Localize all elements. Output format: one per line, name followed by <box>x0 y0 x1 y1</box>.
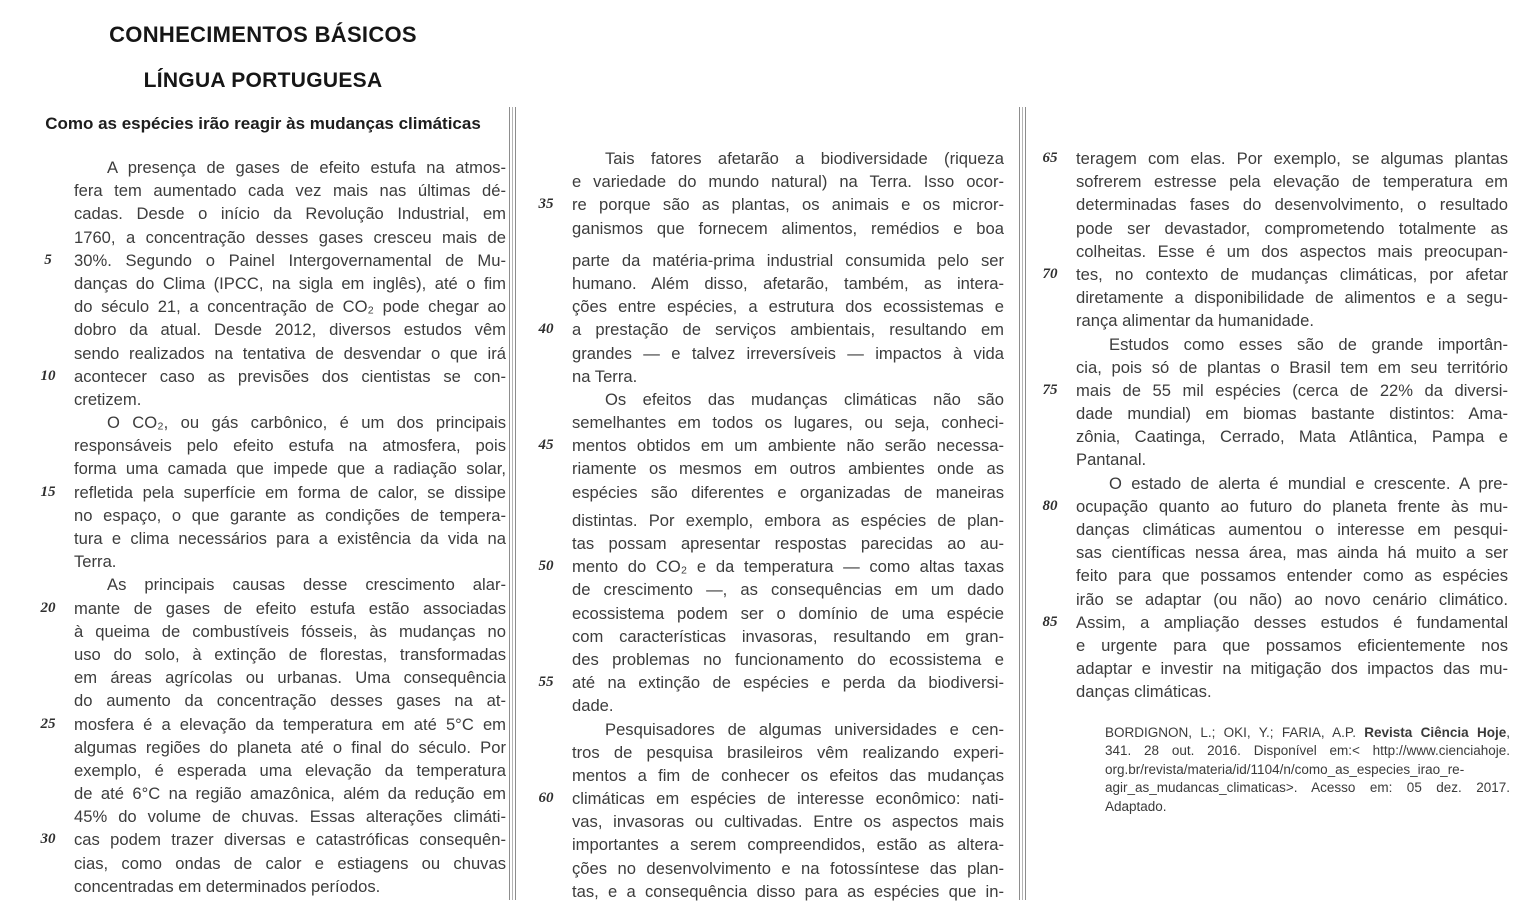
text-line-content: cas podem trazer diversas e catastróficas consequên- <box>74 830 506 850</box>
line-number <box>528 578 564 601</box>
line-number <box>30 550 66 573</box>
text-line-content: colheitas. Esse é um dos aspectos mais preocupan- <box>1076 241 1508 261</box>
text-line <box>30 202 506 225</box>
line-number: 45 <box>538 437 554 454</box>
text-line <box>30 434 506 457</box>
text-line <box>1032 448 1508 471</box>
text-line <box>528 272 1004 295</box>
line-number <box>30 411 66 434</box>
text-line-content: des problemas no funcionamento do ecossistema e <box>572 649 1004 669</box>
text-line-content: em áreas agrícolas ou urbanas. Uma consequência <box>74 668 506 688</box>
line-number <box>528 880 564 903</box>
line-number <box>528 170 564 193</box>
line-number <box>30 295 66 318</box>
text-line <box>1032 356 1508 379</box>
text-line-content: vas, invasoras ou cultivadas. Entre os aspectos mais <box>572 812 1004 832</box>
text-line <box>30 295 506 318</box>
text-line-content: tas possam apresentar respostas parecidas ao au- <box>572 534 1004 553</box>
line-number <box>528 481 564 504</box>
line-number <box>30 434 66 457</box>
text-line-content: feito para que possamos entender como as espécies <box>1076 566 1508 586</box>
text-line-content: na Terra. <box>572 366 638 386</box>
text-line <box>528 147 1004 170</box>
text-line <box>30 527 506 550</box>
line-number <box>528 648 564 671</box>
text-line <box>1032 634 1508 657</box>
line-number <box>30 179 66 202</box>
text-line <box>528 388 1004 411</box>
text-line <box>528 764 1004 787</box>
text-line-content: tros de pesquisa brasileiros vêm realizando experi- <box>572 742 1004 762</box>
line-number: 75 <box>1042 381 1058 398</box>
text-line <box>528 509 1004 532</box>
text-line <box>1032 472 1508 495</box>
line-number <box>528 272 564 295</box>
line-number <box>528 365 564 388</box>
line-number: 20 <box>40 599 56 616</box>
line-number <box>1032 472 1068 495</box>
line-number <box>528 764 564 787</box>
text-line-content: uso do solo, à extinção de florestas, transformadas <box>74 644 506 664</box>
text-line-content: sofrerem estresse pela elevação de temperatura em <box>1076 172 1508 192</box>
text-line-content: dobro da atual. Desde 2012, diversos estudos vêm <box>74 320 506 340</box>
text-line-content: O CO₂, ou gás carbônico, é um dos principais <box>107 413 506 433</box>
line-number <box>1032 170 1068 193</box>
text-line-content: ocupação quanto ao futuro do planeta frente às mu- <box>1076 496 1508 516</box>
line-number <box>1032 564 1068 587</box>
line-number: 80 <box>1042 497 1058 514</box>
text-line <box>30 550 506 573</box>
section-title: CONHECIMENTOS BÁSICOS <box>109 22 417 47</box>
line-number: 70 <box>1042 265 1058 282</box>
text-line-content: do século 21, a concentração de CO₂ pode chegar ao <box>74 297 506 317</box>
text-line <box>1032 379 1508 402</box>
text-line-content: climáticas em espécies de interesse econômico: nati- <box>572 789 1004 809</box>
text-line-content: ções entre espécies, a estrutura dos ecossistemas e <box>572 297 1004 317</box>
text-line-content: até na extinção de espécies e perda da biodiversi- <box>572 673 1004 693</box>
text-line-content: Os efeitos das mudanças climáticas não são <box>605 389 1004 409</box>
line-number <box>30 318 66 341</box>
text-line-content: com características invasoras, resultando em gran- <box>572 626 1004 646</box>
text-line-content: e urgente para que possamos eficientemente nos <box>1076 635 1508 655</box>
line-number <box>528 810 564 833</box>
text-line-content: sas científicas nessa área, mas ainda há muito a ser <box>1076 543 1508 563</box>
line-number <box>30 226 66 249</box>
text-line-content: grandes — e talvez irreversíveis — impactos à vida <box>572 343 1004 363</box>
text-line-content: ganismos que fornecem alimentos, remédios e boa <box>572 218 1004 238</box>
line-number: 30 <box>40 831 56 848</box>
text-line <box>1032 588 1508 611</box>
line-number <box>1032 217 1068 240</box>
line-number <box>1032 356 1068 379</box>
text-line <box>528 457 1004 480</box>
text-line <box>528 342 1004 365</box>
line-number <box>30 620 66 643</box>
line-number <box>1032 240 1068 263</box>
line-number <box>30 782 66 805</box>
citation-line: org.br/revista/materia/id/1104/n/como_as_especies_irao_re- <box>1105 761 1465 777</box>
line-number <box>1032 333 1068 356</box>
text-line-content: 45% do volume de chuvas. Essas alterações climáti- <box>74 807 506 827</box>
line-number <box>528 833 564 856</box>
line-number: 5 <box>44 251 52 268</box>
text-line <box>1032 286 1508 309</box>
text-line <box>1032 564 1508 587</box>
line-number: 65 <box>1042 150 1058 166</box>
text-line <box>528 787 1004 810</box>
text-line-content: danças climáticas aumentou o interesse em pesqui- <box>1076 520 1508 539</box>
line-number: 40 <box>538 321 554 338</box>
text-line <box>30 156 506 179</box>
text-line <box>30 318 506 341</box>
line-number <box>528 295 564 318</box>
text-line-content: Pantanal. <box>1076 450 1147 470</box>
citation-authors: BORDIGNON, L.; OKI, Y.; FARIA, A.P. <box>1105 725 1365 740</box>
text-line <box>30 828 506 851</box>
text-line <box>30 597 506 620</box>
text-line-content: danças climáticas. <box>1076 682 1212 702</box>
text-line-content: Estudos como esses são de grande importân- <box>1109 334 1508 354</box>
line-number <box>1032 680 1068 703</box>
text-line <box>30 457 506 480</box>
text-line-content: tura e clima necessários para a existência da vida na <box>74 529 506 548</box>
text-line <box>30 504 506 527</box>
reading-text-title: Como as espécies irão reagir às mudanças climáticas <box>45 114 481 133</box>
text-line <box>30 388 506 411</box>
text-line-content: do aumento da concentração desses gases na at- <box>74 691 506 711</box>
line-number <box>1032 425 1068 448</box>
text-line <box>528 193 1004 216</box>
text-line-content: ecossistema podem ser o domínio de uma espécie <box>572 603 1004 623</box>
line-number: 15 <box>40 483 56 500</box>
text-line-content: 30%. Segundo o Painel Intergovernamental de Mu- <box>74 250 506 270</box>
text-line-content: mosfera é a elevação da temperatura em até 5°C em <box>74 714 506 734</box>
text-line-content: parte da matéria-prima industrial consumida pelo ser <box>572 250 1004 270</box>
line-number <box>528 602 564 625</box>
line-number <box>528 532 564 555</box>
citation-line <box>1105 724 1510 742</box>
text-line <box>30 782 506 805</box>
text-line-content: pode ser devastador, comprometendo totalmente as <box>1076 218 1508 238</box>
text-line <box>528 411 1004 434</box>
line-number <box>528 249 564 272</box>
text-line <box>528 602 1004 625</box>
line-number <box>30 457 66 480</box>
line-number <box>30 156 66 179</box>
text-line <box>528 578 1004 601</box>
text-line-content: 1760, a concentração desses gases cresceu mais de <box>74 227 506 247</box>
line-number <box>528 625 564 648</box>
text-line-content: mais de 55 mil espécies (cerca de 22% da diversi- <box>1076 380 1508 400</box>
citation-line: Adaptado. <box>1105 798 1167 814</box>
citation-line: 341. 28 out. 2016. Disponível em:< http://www.cienciahoje. <box>1105 743 1510 759</box>
text-line-content: acontecer caso as previsões dos cientistas se con- <box>74 366 506 386</box>
line-number <box>1032 657 1068 680</box>
text-line-content: no espaço, o que garante as condições de tempera- <box>74 505 506 525</box>
text-line <box>528 880 1004 903</box>
text-line <box>30 226 506 249</box>
text-line <box>30 666 506 689</box>
text-line <box>1032 217 1508 240</box>
text-line <box>528 532 1004 555</box>
text-column-1 <box>30 156 506 898</box>
text-line-content: zônia, Caatinga, Cerrado, Mata Atlântica, Pampa e <box>1076 427 1508 447</box>
text-line <box>1032 240 1508 263</box>
text-line-content: algumas regiões do planeta até o final do século. Por <box>74 737 506 757</box>
subject-title: LÍNGUA PORTUGUESA <box>143 69 383 92</box>
text-line <box>30 342 506 365</box>
line-number <box>1032 193 1068 216</box>
text-line <box>30 411 506 434</box>
text-line <box>1032 680 1508 703</box>
text-line <box>528 217 1004 240</box>
text-line-content: exemplo, é esperada uma elevação da temperatura <box>74 760 506 780</box>
text-line <box>528 810 1004 833</box>
line-number: 50 <box>538 558 554 575</box>
text-column-3 <box>1032 147 1508 704</box>
line-number <box>1032 402 1068 425</box>
text-line-content: dade mundial) em biomas bastante distintos: Ama- <box>1076 404 1508 424</box>
text-line-content: adaptar e investir na mitigação dos impactos das mu- <box>1076 659 1508 679</box>
text-line <box>528 318 1004 341</box>
text-line-content: irão se adaptar (ou não) ao novo cenário climático. <box>1076 589 1508 609</box>
line-number <box>528 217 564 240</box>
line-number <box>30 527 66 550</box>
text-line <box>30 272 506 295</box>
line-number <box>1032 309 1068 332</box>
text-line <box>1032 193 1508 216</box>
text-line-content: determinadas fases do desenvolvimento, o resultado <box>1076 195 1508 215</box>
line-number <box>30 342 66 365</box>
text-line <box>528 434 1004 457</box>
text-line-content: cias, como ondas de calor e estiagens ou chuvas <box>74 853 506 873</box>
text-line-content: sendo realizados na tentativa de desvendar o que irá <box>74 343 506 363</box>
citation-text: , <box>1506 725 1510 740</box>
line-number: 35 <box>538 196 554 213</box>
text-line <box>528 671 1004 694</box>
text-line-content: Pesquisadores de algumas universidades e cen- <box>605 719 1004 739</box>
line-number <box>528 388 564 411</box>
line-number <box>1032 448 1068 471</box>
text-line <box>528 555 1004 578</box>
text-line-content: rança alimentar da humanidade. <box>1076 311 1314 331</box>
line-number: 55 <box>538 674 554 691</box>
text-line-content: riamente os mesmos em outros ambientes onde as <box>572 459 1004 479</box>
text-line-content: forma uma camada que impede que a radiação solar, <box>74 459 506 479</box>
text-line <box>30 759 506 782</box>
text-line <box>30 736 506 759</box>
line-number <box>528 411 564 434</box>
source-citation <box>1105 724 1510 816</box>
line-number <box>528 147 564 170</box>
text-line <box>528 365 1004 388</box>
line-number <box>1032 286 1068 309</box>
text-line-content: re porque são as plantas, os animais e os micror- <box>572 195 1004 215</box>
text-line <box>528 857 1004 880</box>
text-line <box>30 179 506 202</box>
line-number <box>528 857 564 880</box>
line-number <box>30 852 66 875</box>
text-line <box>1032 147 1508 170</box>
line-number <box>30 504 66 527</box>
text-line-content: semelhantes em todos os lugares, ou seja, conheci- <box>572 413 1004 433</box>
citation-line: agir_as_mudancas_climaticas>. Acesso em: 05 dez. 2017. <box>1105 780 1510 796</box>
line-number <box>30 202 66 225</box>
line-number <box>30 689 66 712</box>
line-number <box>1032 541 1068 564</box>
text-line-content: de crescimento —, as consequências em um dado <box>572 580 1004 600</box>
text-line <box>1032 657 1508 680</box>
line-number <box>30 643 66 666</box>
text-line-content: dade. <box>572 696 614 716</box>
text-line <box>528 625 1004 648</box>
text-line <box>1032 611 1508 634</box>
text-line-content: ções no desenvolvimento e na fotossíntese das plan- <box>572 858 1004 878</box>
line-number <box>30 805 66 828</box>
text-line <box>30 365 506 388</box>
text-line-content: danças do Clima (IPCC, na sigla em inglês), até o fim <box>74 273 506 293</box>
text-line-content: O estado de alerta é mundial e crescente. A pre- <box>1109 473 1508 493</box>
text-line <box>528 694 1004 717</box>
line-number <box>528 509 564 532</box>
line-number <box>528 741 564 764</box>
line-number <box>1032 588 1068 611</box>
text-line-content: humano. Além disso, afetarão, também, as intera- <box>572 273 1004 293</box>
text-line-content: mento do CO₂ e da temperatura — como altas taxas <box>572 557 1004 577</box>
text-line-content: Tais fatores afetarão a biodiversidade (riqueza <box>605 149 1004 168</box>
text-line-content: cadas. Desde o início da Revolução Industrial, em <box>74 204 506 224</box>
text-line <box>30 573 506 596</box>
text-line <box>1032 170 1508 193</box>
text-column-2 <box>528 147 1004 903</box>
line-number <box>30 666 66 689</box>
text-line <box>30 249 506 272</box>
text-line-content: As principais causas desse crescimento alar- <box>107 575 506 595</box>
text-line-content: responsáveis pelo efeito estufa na atmosfera, pois <box>74 436 506 456</box>
text-line <box>30 689 506 712</box>
text-line <box>30 852 506 875</box>
line-number <box>30 388 66 411</box>
text-line <box>30 713 506 736</box>
text-line <box>528 481 1004 504</box>
line-number <box>30 736 66 759</box>
text-line <box>528 648 1004 671</box>
text-line-content: à queima de combustíveis fósseis, às mudanças no <box>74 621 506 641</box>
text-line-content: Terra. <box>74 552 117 572</box>
text-line <box>1032 333 1508 356</box>
text-line <box>528 741 1004 764</box>
text-line <box>1032 263 1508 286</box>
text-line-content: mentos a fim de conhecer os efeitos das mudanças <box>572 765 1004 785</box>
text-line <box>30 481 506 504</box>
text-line <box>1032 402 1508 425</box>
line-number <box>30 573 66 596</box>
text-line-content: fera tem aumentado cada vez mais nas últimas dé- <box>74 181 506 201</box>
text-line-content: tes, no contexto de mudanças climáticas, por afetar <box>1076 264 1508 284</box>
text-line-content: mante de gases de efeito estufa estão associadas <box>74 598 506 618</box>
text-line-content: a prestação de serviços ambientais, resultando em <box>572 320 1004 340</box>
text-line-content: diretamente a disponibilidade de alimentos e a segu- <box>1076 288 1508 308</box>
text-line <box>30 643 506 666</box>
line-number: 85 <box>1042 613 1058 630</box>
text-line-content: concentradas em determinados períodos. <box>74 876 381 896</box>
line-number <box>528 718 564 741</box>
text-line-content: mentos obtidos em um ambiente não serão necessa- <box>572 436 1004 456</box>
text-line <box>1032 495 1508 518</box>
text-line-content: cretizem. <box>74 389 142 409</box>
line-number <box>1032 518 1068 541</box>
text-line-content: de até 6°C na região amazônica, além da redução em <box>74 784 506 804</box>
line-number: 60 <box>538 790 554 807</box>
text-line <box>528 833 1004 856</box>
text-line-content: Assim, a ampliação desses estudos é fundamental <box>1076 612 1508 632</box>
line-number <box>30 272 66 295</box>
text-line <box>30 805 506 828</box>
text-line-content: importantes a serem compreendidos, estão as altera- <box>572 835 1004 855</box>
text-line <box>30 620 506 643</box>
text-line <box>528 295 1004 318</box>
text-line <box>1032 309 1508 332</box>
column-separator <box>509 107 516 900</box>
text-line <box>528 249 1004 272</box>
text-line <box>528 170 1004 193</box>
text-line <box>1032 541 1508 564</box>
text-line-content: A presença de gases de efeito estufa na atmos- <box>107 158 506 177</box>
line-number <box>30 875 66 898</box>
text-line-content: tas, e a consequência disso para as espécies que in- <box>572 881 1004 901</box>
text-line-content: refletida pela superfície em forma de calor, se dissipe <box>74 482 506 502</box>
text-line <box>1032 425 1508 448</box>
text-line-content: espécies são diferentes e organizadas de maneiras <box>572 482 1004 502</box>
line-number <box>528 694 564 717</box>
line-number <box>528 457 564 480</box>
text-line-content: distintas. Por exemplo, embora as espécies de plan- <box>572 510 1004 530</box>
text-line-content: teragem com elas. Por exemplo, se algumas plantas <box>1076 149 1508 168</box>
line-number <box>528 342 564 365</box>
text-line <box>30 875 506 898</box>
column-separator <box>1019 107 1026 900</box>
line-number: 10 <box>40 367 56 384</box>
text-line-content: e variedade do mundo natural) na Terra. Isso ocor- <box>572 172 1004 192</box>
line-number <box>1032 634 1068 657</box>
text-line <box>1032 518 1508 541</box>
line-number <box>30 759 66 782</box>
text-line-content: cia, pois só de plantas o Brasil tem em seu território <box>1076 357 1508 377</box>
text-line <box>528 718 1004 741</box>
citation-source-name: Revista Ciência Hoje <box>1364 725 1507 740</box>
line-number: 25 <box>40 715 56 732</box>
